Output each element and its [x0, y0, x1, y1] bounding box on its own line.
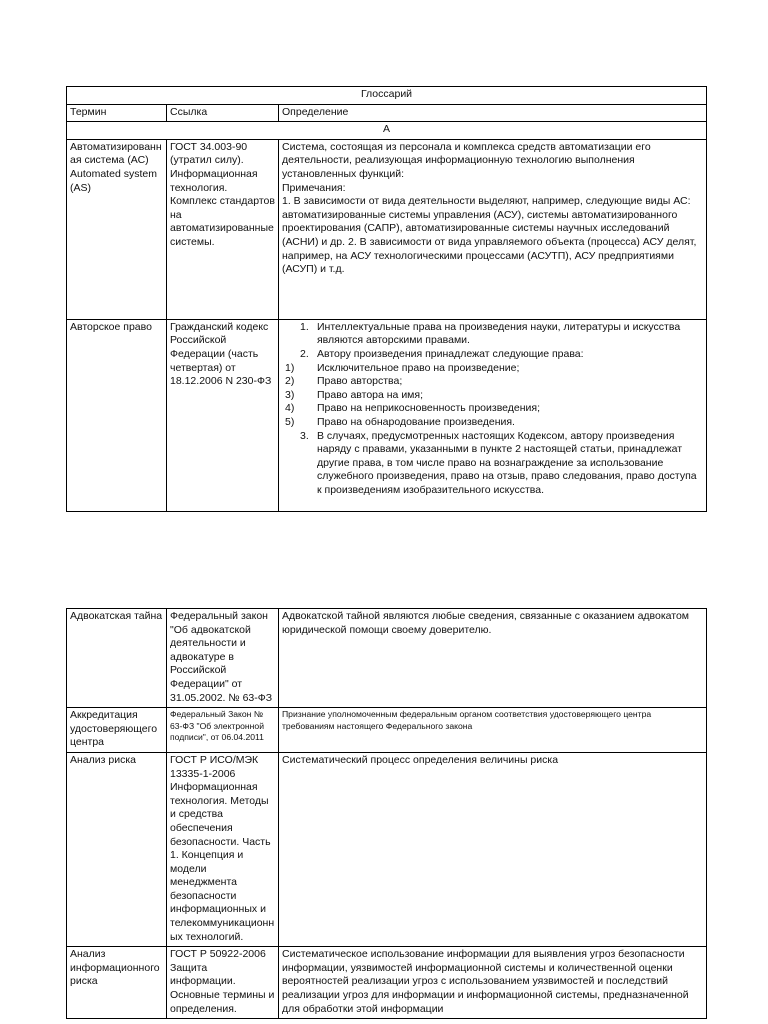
term-cell: Автоматизированная система (АС) Automated system (AS) — [67, 139, 167, 319]
glossary-table-top — [66, 86, 707, 512]
term-cell: Аккредитация удостоверяющего центра — [67, 708, 167, 753]
table-row — [67, 609, 707, 708]
table-row — [67, 947, 707, 1019]
header-ref: Ссылка — [167, 104, 279, 122]
section-letter: А — [67, 122, 707, 140]
ref-cell: ГОСТ Р 50922-2006 Защита информации. Основные термины и определения. — [167, 947, 279, 1019]
glossary-table-bottom — [66, 608, 707, 1019]
ref-cell: Гражданский кодекс Российской Федерации (часть четвертая) от 18.12.2006 N 230-ФЗ — [167, 319, 279, 511]
term-cell: Авторское право — [67, 319, 167, 511]
table-row — [67, 319, 707, 511]
def-cell: Систематический процесс определения величины риска — [279, 752, 707, 946]
notes-text: 1. В зависимости от вида деятельности выделяют, например, следующие виды АС: автоматизированные системы управления (АСУ), системы автоматизированного проектирования (САПР), автоматизированные системы научных исследований (АСНИ) и др. 2. В зависимости от вида управляемого объекта (процесса) АСУ делят, например, на АСУ технологическими процессами (АСУТП), АСУ предприятиями (АСУП) и т.д. — [282, 195, 697, 276]
def-text: Система, состоящая из персонала и комплекса средств автоматизации его деятельности, реализующая информационную технологию выполнения установленных функций: — [282, 140, 651, 180]
term-cell: Анализ риска — [67, 752, 167, 946]
table-row — [67, 708, 707, 753]
def-cell — [279, 319, 707, 511]
def-cell: Адвокатской тайной являются любые сведения, связанные с оказанием адвокатом юридической помощи своему доверителю. — [279, 609, 707, 708]
header-term: Термин — [67, 104, 167, 122]
def-cell: Систематическое использование информации для выявления угроз безопасности информации, уязвимостей информационной системы и количественной оценки вероятностей реализации угроз с использованием уязвимостей и последствий реализации угроз для информации и информационной системы, предназначенной для обработки этой информации — [279, 947, 707, 1019]
list-item: 1. Интеллектуальные права на произведения науки, литературы и искусства являются авторскими правами. — [300, 320, 681, 347]
table-row — [67, 752, 707, 946]
table-row — [67, 139, 707, 319]
ref-cell: ГОСТ Р ИСО/МЭК 13335-1-2006 Информационная технология. Методы и средства обеспечения безопасности. Часть 1. Концепция и модели менеджмента безопасности информационных и телекоммуникационных технологий. — [167, 752, 279, 946]
def-cell — [279, 139, 707, 319]
def-cell: Признание уполномоченным федеральным органом соответствия удостоверяющего центра требованиям настоящего Федерального закона — [279, 708, 707, 753]
ref-cell: Федеральный Закон № 63-ФЗ "Об электронной подписи", от 06.04.2011 — [167, 708, 279, 753]
header-row — [67, 104, 707, 122]
list-item: 3. В случаях, предусмотренных настоящих Кодексом, автору произведения наряду с правами, указанными в пункте 2 настоящей статьи, принадлежат другие права, в том числе право на вознаграждение за использование служебного произведения, право на отзыв, право следования, право доступа к произведениям изобразительного искусства. — [300, 429, 697, 496]
list-item: 2. Автору произведения принадлежат следующие права: — [300, 347, 584, 360]
glossary-title-row — [67, 87, 707, 105]
section-letter-row — [67, 122, 707, 140]
ref-cell: ГОСТ 34.003-90 (утратил силу). Информационная технология. Комплекс стандартов на автоматизированные системы. — [167, 139, 279, 319]
list-item: 5) Право на обнародование произведения. — [285, 415, 515, 428]
term-cell: Адвокатская тайна — [67, 609, 167, 708]
list-item: 4) Право на неприкосновенность произведения; — [285, 402, 540, 415]
header-def: Определение — [279, 104, 707, 122]
rights-list — [282, 321, 703, 498]
notes-label: Примечания: — [282, 181, 346, 194]
list-item: 1) Исключительное право на произведение; — [285, 361, 520, 374]
ref-cell: Федеральный закон "Об адвокатской деятельности и адвокатуре в Российской Федерации" от 31.05.2002. № 63-ФЗ — [167, 609, 279, 708]
list-item: 2) Право авторства; — [285, 375, 403, 388]
glossary-title: Глоссарий — [67, 87, 707, 105]
term-cell: Анализ информационного риска — [67, 947, 167, 1019]
list-item: 3) Право автора на имя; — [285, 388, 423, 401]
